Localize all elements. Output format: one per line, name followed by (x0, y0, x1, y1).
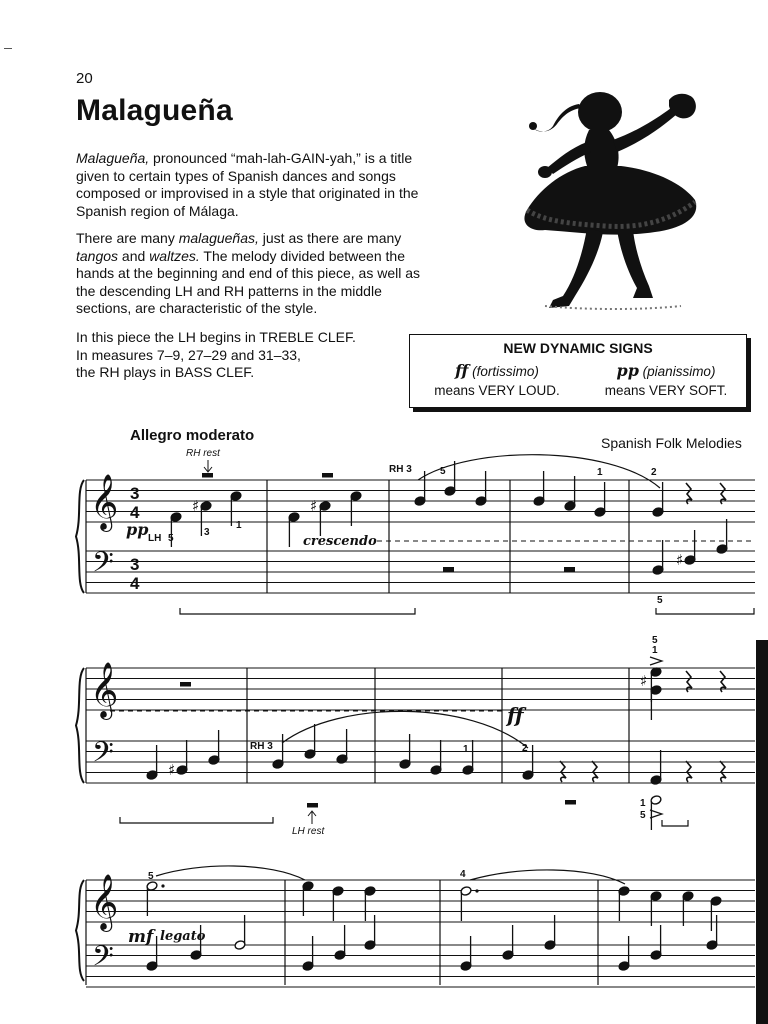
fingering: 3 (204, 527, 210, 538)
time-signature-top: 3 (130, 555, 140, 574)
fingering: 5 (640, 810, 646, 821)
accent-mark (650, 657, 662, 665)
measure-rest (565, 800, 576, 805)
time-signature-bottom: 4 (130, 503, 140, 522)
fingering: 5 (148, 871, 154, 882)
grand-staff-brace (76, 480, 84, 593)
bass-clef: 𝄢 (92, 546, 114, 586)
page-number: 20 (76, 70, 93, 87)
dynamic-signs-heading: NEW DYNAMIC SIGNS (503, 340, 653, 356)
legato-label: legato (160, 929, 206, 944)
intro-paragraph-2: There are many malagueñas, just as there are many tangos and waltzes. The melody divided between the hands at the beginning and end of this piece, as well as the descending LH and RH patterns in the middle sections, are characteristic of the style. (76, 230, 421, 316)
lh-label: LH (148, 533, 162, 544)
hand-bracket (120, 817, 273, 823)
augmentation-dot (161, 884, 164, 887)
rh-label: RH 3 (250, 741, 273, 752)
treble-clef: 𝄞 (90, 874, 119, 930)
pianissimo-definition: pp (pianissimo) means VERY SOFT. (604, 361, 728, 398)
sharp-sign: ♯ (168, 761, 176, 779)
quarter-rest (686, 761, 692, 782)
hand-bracket (656, 608, 754, 614)
slur (156, 866, 305, 880)
measure-rest (307, 803, 318, 808)
measure-rest (443, 567, 454, 572)
hand-bracket (180, 608, 415, 614)
quarter-rest (720, 761, 726, 782)
grand-staff-brace (76, 668, 84, 783)
quarter-rest (592, 761, 598, 782)
rh-label: RH 3 (389, 464, 412, 475)
slur (282, 711, 528, 748)
measure-rest (202, 473, 213, 478)
measure-rest (322, 473, 333, 478)
pp-dynamic: pp (126, 520, 149, 539)
fingering: 5 (652, 635, 658, 646)
measure-rest (180, 682, 191, 687)
lh-rest-label: LH rest (292, 826, 325, 837)
fingering: 1 (236, 520, 242, 531)
sharp-sign: ♯ (192, 497, 200, 515)
pp-symbol: pp (616, 361, 639, 380)
fingering: 5 (168, 533, 174, 544)
sharp-sign: ♯ (310, 497, 318, 515)
composer-credit: Spanish Folk Melodies (601, 435, 742, 451)
hand-bracket (662, 820, 688, 826)
grand-staff-brace (76, 880, 84, 981)
fingering: 4 (460, 869, 466, 880)
measure-rest (564, 567, 575, 572)
time-signature-top: 3 (130, 484, 140, 503)
tempo-marking: Allegro moderato (130, 427, 255, 444)
sharp-sign: ♯ (640, 672, 648, 690)
intro-paragraph-3: In this piece the LH begins in TREBLE CLEF. In measures 7–9, 27–29 and 31–33, the RH plays in BASS CLEF. (76, 329, 356, 380)
fingering: 1 (640, 798, 646, 809)
fingering: 2 (522, 743, 528, 754)
scanned-page-edge (756, 640, 768, 1024)
fingering: 5 (657, 595, 663, 606)
fortissimo-definition: ff (fortissimo) means VERY LOUD. (434, 361, 560, 398)
treble-clef: 𝄞 (90, 662, 119, 718)
fingering: 2 (651, 467, 657, 478)
mf-dynamic: mf (128, 927, 154, 947)
ff-dynamic: ff (507, 703, 524, 727)
treble-clef: 𝄞 (90, 474, 119, 530)
bass-clef: 𝄢 (92, 940, 114, 980)
rh-rest-label: RH rest (186, 448, 220, 459)
quarter-rest (560, 761, 566, 782)
fingering: 1 (597, 467, 603, 478)
fingering: 5 (440, 466, 446, 477)
augmentation-dot (475, 889, 478, 892)
intro-paragraph-1: Malagueña, pronounced “mah-lah-GAIN-yah,” is a title given to certain types of Spanish dances and songs composed or improvised in a style that originated in the Spanish region of Málaga. (76, 150, 419, 219)
fingering: 1 (463, 744, 469, 755)
ff-symbol: ff (455, 361, 469, 380)
slur (470, 870, 625, 884)
fingering: 1 (652, 645, 658, 656)
crescendo-label: crescendo (303, 534, 377, 549)
page-title: Malagueña (76, 94, 233, 127)
bass-clef: 𝄢 (92, 736, 114, 776)
sharp-sign: ♯ (676, 551, 684, 569)
intro-term-malaguena: Malagueña, (76, 150, 150, 166)
time-signature-bottom: 4 (130, 574, 140, 593)
